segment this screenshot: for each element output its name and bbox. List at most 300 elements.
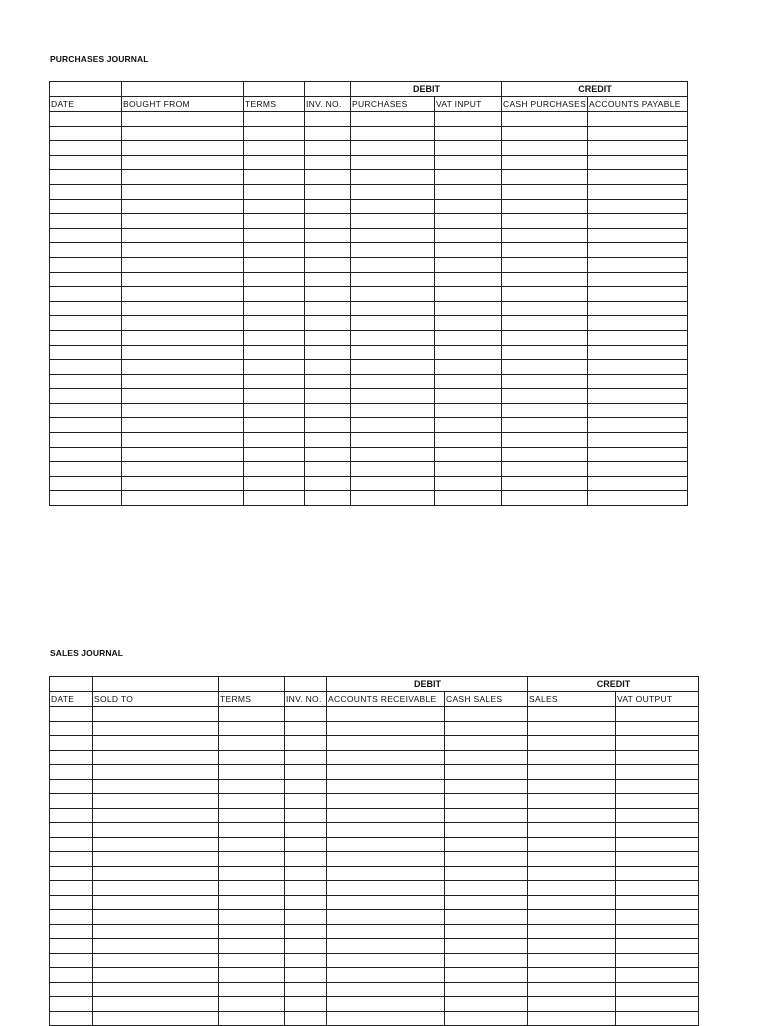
ledger-cell[interactable] (351, 345, 435, 360)
ledger-cell[interactable] (588, 345, 688, 360)
ledger-cell[interactable] (588, 374, 688, 389)
ledger-cell[interactable] (616, 765, 699, 780)
ledger-cell[interactable] (351, 403, 435, 418)
ledger-cell[interactable] (616, 939, 699, 954)
ledger-cell[interactable] (50, 939, 93, 954)
ledger-cell[interactable] (502, 462, 588, 477)
ledger-cell[interactable] (435, 433, 502, 448)
ledger-cell[interactable] (588, 330, 688, 345)
ledger-cell[interactable] (244, 184, 305, 199)
ledger-cell[interactable] (351, 316, 435, 331)
ledger-cell[interactable] (351, 199, 435, 214)
ledger-cell[interactable] (244, 141, 305, 156)
ledger-cell[interactable] (351, 374, 435, 389)
ledger-cell[interactable] (351, 155, 435, 170)
ledger-cell[interactable] (502, 155, 588, 170)
ledger-cell[interactable] (528, 721, 616, 736)
ledger-cell[interactable] (435, 155, 502, 170)
ledger-cell[interactable] (122, 433, 244, 448)
ledger-cell[interactable] (50, 301, 122, 316)
ledger-cell[interactable] (351, 287, 435, 302)
ledger-cell[interactable] (305, 228, 351, 243)
ledger-cell[interactable] (588, 228, 688, 243)
ledger-cell[interactable] (528, 794, 616, 809)
ledger-cell[interactable] (528, 953, 616, 968)
ledger-cell[interactable] (122, 257, 244, 272)
ledger-cell[interactable] (244, 345, 305, 360)
ledger-cell[interactable] (285, 794, 327, 809)
ledger-cell[interactable] (50, 982, 93, 997)
ledger-cell[interactable] (588, 287, 688, 302)
ledger-cell[interactable] (445, 910, 528, 925)
ledger-cell[interactable] (502, 184, 588, 199)
ledger-cell[interactable] (616, 808, 699, 823)
ledger-cell[interactable] (502, 301, 588, 316)
ledger-cell[interactable] (122, 170, 244, 185)
ledger-cell[interactable] (327, 823, 445, 838)
ledger-cell[interactable] (445, 939, 528, 954)
ledger-cell[interactable] (351, 126, 435, 141)
ledger-cell[interactable] (445, 953, 528, 968)
ledger-cell[interactable] (502, 447, 588, 462)
ledger-cell[interactable] (93, 910, 219, 925)
ledger-cell[interactable] (219, 953, 285, 968)
ledger-cell[interactable] (502, 433, 588, 448)
ledger-cell[interactable] (435, 141, 502, 156)
ledger-cell[interactable] (50, 968, 93, 983)
ledger-cell[interactable] (93, 924, 219, 939)
ledger-cell[interactable] (588, 214, 688, 229)
ledger-cell[interactable] (50, 779, 93, 794)
ledger-cell[interactable] (244, 389, 305, 404)
ledger-cell[interactable] (305, 476, 351, 491)
ledger-cell[interactable] (616, 968, 699, 983)
ledger-cell[interactable] (50, 433, 122, 448)
ledger-cell[interactable] (435, 184, 502, 199)
ledger-cell[interactable] (435, 257, 502, 272)
ledger-cell[interactable] (528, 1011, 616, 1026)
ledger-cell[interactable] (93, 721, 219, 736)
ledger-cell[interactable] (445, 823, 528, 838)
ledger-cell[interactable] (616, 881, 699, 896)
ledger-cell[interactable] (50, 997, 93, 1012)
ledger-cell[interactable] (502, 476, 588, 491)
ledger-cell[interactable] (285, 895, 327, 910)
ledger-cell[interactable] (305, 389, 351, 404)
ledger-cell[interactable] (244, 112, 305, 127)
ledger-cell[interactable] (588, 272, 688, 287)
ledger-cell[interactable] (502, 272, 588, 287)
ledger-cell[interactable] (285, 968, 327, 983)
ledger-cell[interactable] (285, 924, 327, 939)
ledger-cell[interactable] (50, 155, 122, 170)
ledger-cell[interactable] (435, 316, 502, 331)
ledger-cell[interactable] (244, 360, 305, 375)
ledger-cell[interactable] (327, 866, 445, 881)
ledger-cell[interactable] (244, 476, 305, 491)
ledger-cell[interactable] (528, 866, 616, 881)
ledger-cell[interactable] (305, 316, 351, 331)
ledger-cell[interactable] (244, 287, 305, 302)
ledger-cell[interactable] (435, 389, 502, 404)
ledger-cell[interactable] (528, 707, 616, 722)
ledger-cell[interactable] (616, 823, 699, 838)
ledger-cell[interactable] (588, 389, 688, 404)
ledger-cell[interactable] (435, 287, 502, 302)
ledger-cell[interactable] (50, 736, 93, 751)
ledger-cell[interactable] (502, 491, 588, 506)
ledger-cell[interactable] (50, 837, 93, 852)
ledger-cell[interactable] (93, 968, 219, 983)
ledger-cell[interactable] (50, 316, 122, 331)
ledger-cell[interactable] (528, 808, 616, 823)
ledger-cell[interactable] (616, 750, 699, 765)
ledger-cell[interactable] (244, 257, 305, 272)
ledger-cell[interactable] (122, 243, 244, 258)
ledger-cell[interactable] (244, 491, 305, 506)
ledger-cell[interactable] (588, 403, 688, 418)
ledger-cell[interactable] (219, 924, 285, 939)
ledger-cell[interactable] (50, 287, 122, 302)
ledger-cell[interactable] (305, 418, 351, 433)
ledger-cell[interactable] (445, 866, 528, 881)
ledger-cell[interactable] (502, 360, 588, 375)
ledger-cell[interactable] (327, 750, 445, 765)
ledger-cell[interactable] (122, 141, 244, 156)
ledger-cell[interactable] (327, 982, 445, 997)
ledger-cell[interactable] (285, 910, 327, 925)
ledger-cell[interactable] (327, 765, 445, 780)
ledger-cell[interactable] (50, 228, 122, 243)
ledger-cell[interactable] (50, 707, 93, 722)
ledger-cell[interactable] (305, 287, 351, 302)
ledger-cell[interactable] (327, 910, 445, 925)
ledger-cell[interactable] (50, 823, 93, 838)
ledger-cell[interactable] (616, 997, 699, 1012)
ledger-cell[interactable] (327, 1011, 445, 1026)
ledger-cell[interactable] (528, 982, 616, 997)
ledger-cell[interactable] (327, 852, 445, 867)
ledger-cell[interactable] (93, 765, 219, 780)
ledger-cell[interactable] (244, 374, 305, 389)
ledger-cell[interactable] (122, 491, 244, 506)
ledger-cell[interactable] (351, 257, 435, 272)
ledger-cell[interactable] (305, 155, 351, 170)
ledger-cell[interactable] (528, 852, 616, 867)
ledger-cell[interactable] (435, 418, 502, 433)
ledger-cell[interactable] (93, 837, 219, 852)
ledger-cell[interactable] (50, 491, 122, 506)
ledger-cell[interactable] (50, 462, 122, 477)
ledger-cell[interactable] (502, 403, 588, 418)
ledger-cell[interactable] (93, 881, 219, 896)
ledger-cell[interactable] (445, 968, 528, 983)
ledger-cell[interactable] (50, 345, 122, 360)
ledger-cell[interactable] (588, 433, 688, 448)
ledger-cell[interactable] (435, 214, 502, 229)
ledger-cell[interactable] (502, 126, 588, 141)
ledger-cell[interactable] (616, 707, 699, 722)
ledger-cell[interactable] (219, 823, 285, 838)
ledger-cell[interactable] (351, 462, 435, 477)
ledger-cell[interactable] (435, 447, 502, 462)
ledger-cell[interactable] (588, 199, 688, 214)
ledger-cell[interactable] (50, 389, 122, 404)
ledger-cell[interactable] (244, 199, 305, 214)
ledger-cell[interactable] (435, 491, 502, 506)
ledger-cell[interactable] (122, 345, 244, 360)
ledger-cell[interactable] (219, 837, 285, 852)
ledger-cell[interactable] (50, 403, 122, 418)
ledger-cell[interactable] (244, 155, 305, 170)
ledger-cell[interactable] (93, 736, 219, 751)
ledger-cell[interactable] (435, 330, 502, 345)
ledger-cell[interactable] (351, 389, 435, 404)
ledger-cell[interactable] (50, 199, 122, 214)
ledger-cell[interactable] (616, 794, 699, 809)
ledger-cell[interactable] (244, 447, 305, 462)
ledger-cell[interactable] (502, 257, 588, 272)
ledger-cell[interactable] (285, 1011, 327, 1026)
ledger-cell[interactable] (528, 881, 616, 896)
ledger-cell[interactable] (502, 199, 588, 214)
ledger-cell[interactable] (219, 736, 285, 751)
ledger-cell[interactable] (50, 243, 122, 258)
ledger-cell[interactable] (588, 184, 688, 199)
ledger-cell[interactable] (445, 736, 528, 751)
ledger-cell[interactable] (285, 721, 327, 736)
ledger-cell[interactable] (305, 126, 351, 141)
ledger-cell[interactable] (435, 170, 502, 185)
ledger-cell[interactable] (50, 895, 93, 910)
ledger-cell[interactable] (244, 433, 305, 448)
ledger-cell[interactable] (327, 736, 445, 751)
ledger-cell[interactable] (93, 895, 219, 910)
ledger-cell[interactable] (285, 837, 327, 852)
ledger-cell[interactable] (616, 910, 699, 925)
ledger-cell[interactable] (305, 272, 351, 287)
ledger-cell[interactable] (219, 750, 285, 765)
ledger-cell[interactable] (50, 170, 122, 185)
ledger-cell[interactable] (50, 184, 122, 199)
ledger-cell[interactable] (219, 881, 285, 896)
ledger-cell[interactable] (351, 112, 435, 127)
ledger-cell[interactable] (305, 491, 351, 506)
ledger-cell[interactable] (219, 852, 285, 867)
ledger-cell[interactable] (50, 476, 122, 491)
ledger-cell[interactable] (588, 360, 688, 375)
ledger-cell[interactable] (305, 360, 351, 375)
ledger-cell[interactable] (93, 794, 219, 809)
ledger-cell[interactable] (122, 374, 244, 389)
ledger-cell[interactable] (219, 808, 285, 823)
ledger-cell[interactable] (435, 112, 502, 127)
ledger-cell[interactable] (351, 184, 435, 199)
ledger-cell[interactable] (122, 126, 244, 141)
ledger-cell[interactable] (122, 112, 244, 127)
ledger-cell[interactable] (351, 447, 435, 462)
ledger-cell[interactable] (244, 228, 305, 243)
ledger-cell[interactable] (50, 750, 93, 765)
ledger-cell[interactable] (219, 997, 285, 1012)
ledger-cell[interactable] (244, 462, 305, 477)
ledger-cell[interactable] (528, 779, 616, 794)
ledger-cell[interactable] (588, 462, 688, 477)
ledger-cell[interactable] (588, 476, 688, 491)
ledger-cell[interactable] (305, 301, 351, 316)
ledger-cell[interactable] (285, 823, 327, 838)
ledger-cell[interactable] (305, 403, 351, 418)
ledger-cell[interactable] (435, 403, 502, 418)
ledger-cell[interactable] (305, 243, 351, 258)
ledger-cell[interactable] (50, 852, 93, 867)
ledger-cell[interactable] (502, 287, 588, 302)
ledger-cell[interactable] (351, 214, 435, 229)
ledger-cell[interactable] (50, 447, 122, 462)
ledger-cell[interactable] (528, 837, 616, 852)
ledger-cell[interactable] (616, 721, 699, 736)
ledger-cell[interactable] (50, 881, 93, 896)
ledger-cell[interactable] (50, 126, 122, 141)
ledger-cell[interactable] (244, 403, 305, 418)
ledger-cell[interactable] (445, 721, 528, 736)
ledger-cell[interactable] (93, 707, 219, 722)
ledger-cell[interactable] (122, 360, 244, 375)
ledger-cell[interactable] (219, 1011, 285, 1026)
ledger-cell[interactable] (219, 968, 285, 983)
ledger-cell[interactable] (588, 301, 688, 316)
ledger-cell[interactable] (285, 765, 327, 780)
ledger-cell[interactable] (445, 794, 528, 809)
ledger-cell[interactable] (50, 765, 93, 780)
ledger-cell[interactable] (445, 852, 528, 867)
ledger-cell[interactable] (616, 982, 699, 997)
ledger-cell[interactable] (435, 228, 502, 243)
ledger-cell[interactable] (351, 228, 435, 243)
ledger-cell[interactable] (50, 112, 122, 127)
ledger-cell[interactable] (435, 126, 502, 141)
ledger-cell[interactable] (351, 243, 435, 258)
ledger-cell[interactable] (616, 924, 699, 939)
ledger-cell[interactable] (244, 301, 305, 316)
ledger-cell[interactable] (351, 301, 435, 316)
ledger-cell[interactable] (305, 433, 351, 448)
ledger-cell[interactable] (327, 794, 445, 809)
ledger-cell[interactable] (305, 141, 351, 156)
ledger-cell[interactable] (435, 476, 502, 491)
ledger-cell[interactable] (93, 866, 219, 881)
ledger-cell[interactable] (528, 924, 616, 939)
ledger-cell[interactable] (616, 779, 699, 794)
ledger-cell[interactable] (616, 953, 699, 968)
ledger-cell[interactable] (502, 345, 588, 360)
ledger-cell[interactable] (305, 374, 351, 389)
ledger-cell[interactable] (93, 953, 219, 968)
ledger-cell[interactable] (435, 243, 502, 258)
ledger-cell[interactable] (50, 141, 122, 156)
ledger-cell[interactable] (616, 866, 699, 881)
ledger-cell[interactable] (219, 721, 285, 736)
ledger-cell[interactable] (445, 750, 528, 765)
ledger-cell[interactable] (305, 170, 351, 185)
ledger-cell[interactable] (435, 360, 502, 375)
ledger-cell[interactable] (244, 170, 305, 185)
ledger-cell[interactable] (122, 330, 244, 345)
ledger-cell[interactable] (502, 330, 588, 345)
ledger-cell[interactable] (244, 272, 305, 287)
ledger-cell[interactable] (219, 779, 285, 794)
ledger-cell[interactable] (528, 895, 616, 910)
ledger-cell[interactable] (219, 982, 285, 997)
ledger-cell[interactable] (93, 750, 219, 765)
ledger-cell[interactable] (122, 418, 244, 433)
ledger-cell[interactable] (445, 779, 528, 794)
ledger-cell[interactable] (122, 389, 244, 404)
ledger-cell[interactable] (122, 462, 244, 477)
ledger-cell[interactable] (327, 924, 445, 939)
ledger-cell[interactable] (351, 141, 435, 156)
ledger-cell[interactable] (285, 866, 327, 881)
ledger-cell[interactable] (588, 243, 688, 258)
ledger-cell[interactable] (445, 982, 528, 997)
ledger-cell[interactable] (50, 330, 122, 345)
ledger-cell[interactable] (219, 895, 285, 910)
ledger-cell[interactable] (285, 750, 327, 765)
ledger-cell[interactable] (588, 316, 688, 331)
ledger-cell[interactable] (285, 779, 327, 794)
ledger-cell[interactable] (219, 910, 285, 925)
ledger-cell[interactable] (244, 418, 305, 433)
ledger-cell[interactable] (305, 462, 351, 477)
ledger-cell[interactable] (435, 345, 502, 360)
ledger-cell[interactable] (93, 982, 219, 997)
ledger-cell[interactable] (122, 214, 244, 229)
ledger-cell[interactable] (327, 968, 445, 983)
ledger-cell[interactable] (50, 808, 93, 823)
ledger-cell[interactable] (219, 866, 285, 881)
ledger-cell[interactable] (50, 257, 122, 272)
ledger-cell[interactable] (588, 155, 688, 170)
ledger-cell[interactable] (588, 141, 688, 156)
ledger-cell[interactable] (435, 301, 502, 316)
ledger-cell[interactable] (445, 881, 528, 896)
ledger-cell[interactable] (50, 272, 122, 287)
ledger-cell[interactable] (305, 184, 351, 199)
ledger-cell[interactable] (528, 997, 616, 1012)
ledger-cell[interactable] (305, 257, 351, 272)
ledger-cell[interactable] (445, 765, 528, 780)
ledger-cell[interactable] (244, 243, 305, 258)
ledger-cell[interactable] (588, 418, 688, 433)
ledger-cell[interactable] (616, 852, 699, 867)
ledger-cell[interactable] (351, 272, 435, 287)
ledger-cell[interactable] (528, 750, 616, 765)
ledger-cell[interactable] (588, 491, 688, 506)
ledger-cell[interactable] (122, 447, 244, 462)
ledger-cell[interactable] (588, 257, 688, 272)
ledger-cell[interactable] (285, 939, 327, 954)
ledger-cell[interactable] (327, 881, 445, 896)
ledger-cell[interactable] (50, 721, 93, 736)
ledger-cell[interactable] (285, 953, 327, 968)
ledger-cell[interactable] (93, 808, 219, 823)
ledger-cell[interactable] (588, 112, 688, 127)
ledger-cell[interactable] (244, 126, 305, 141)
ledger-cell[interactable] (285, 808, 327, 823)
ledger-cell[interactable] (50, 418, 122, 433)
ledger-cell[interactable] (122, 476, 244, 491)
ledger-cell[interactable] (50, 360, 122, 375)
